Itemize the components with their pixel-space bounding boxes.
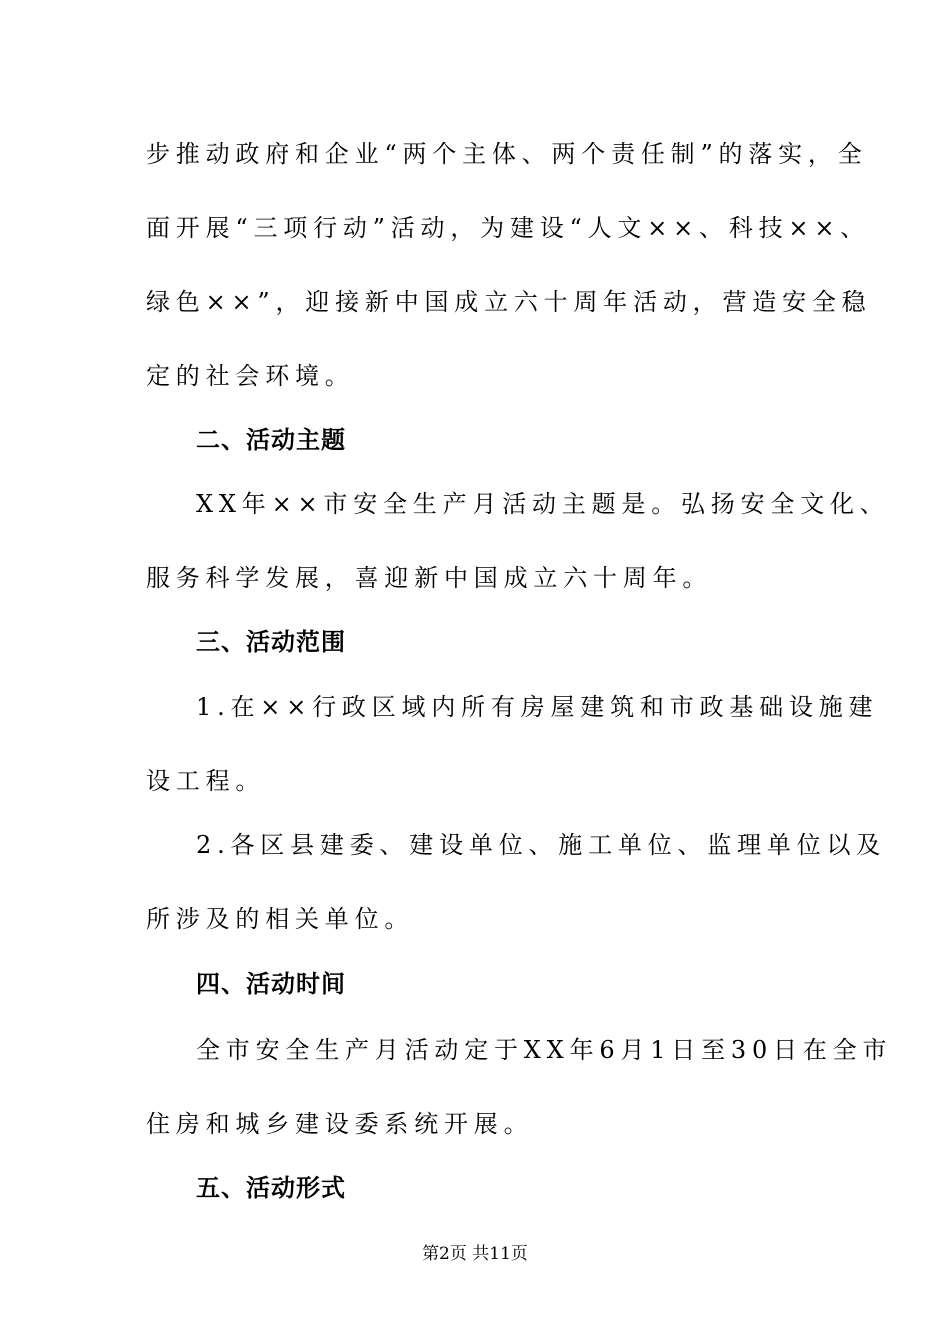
body-text-line: 绿色××”，迎接新中国成立六十周年活动，营造安全稳 — [146, 288, 872, 316]
body-text-line: 面开展“三项行动”活动，为建设“人文××、科技××、 — [146, 214, 871, 242]
body-text-line: 全市安全生产月活动定于XX年6月1日至30日在全市 — [196, 1036, 893, 1064]
list-item-line: 2.各区县建委、建设单位、施工单位、监理单位以及 — [196, 831, 887, 859]
body-text-line: 定的社会环境。 — [146, 362, 355, 390]
page-number-footer: 第2页 共11页 — [422, 1244, 528, 1264]
list-item-line: 所涉及的相关单位。 — [146, 905, 415, 933]
section-heading-time: 四、活动时间 — [196, 970, 346, 998]
section-heading-theme: 二、活动主题 — [196, 426, 346, 454]
section-heading-scope: 三、活动范围 — [196, 628, 346, 656]
section-heading-form: 五、活动形式 — [196, 1174, 346, 1202]
list-item-line: 1.在××行政区域内所有房屋建筑和市政基础设施建 — [196, 693, 879, 721]
body-text-line: XX年××市安全生产月活动主题是。弘扬安全文化、 — [196, 490, 890, 518]
body-text-line: 服务科学发展，喜迎新中国成立六十周年。 — [146, 564, 713, 592]
body-text-line: 步推动政府和企业“两个主体、两个责任制”的落实，全 — [146, 140, 868, 168]
list-item-line: 设工程。 — [146, 767, 266, 795]
body-text-line: 住房和城乡建设委系统开展。 — [146, 1110, 534, 1138]
